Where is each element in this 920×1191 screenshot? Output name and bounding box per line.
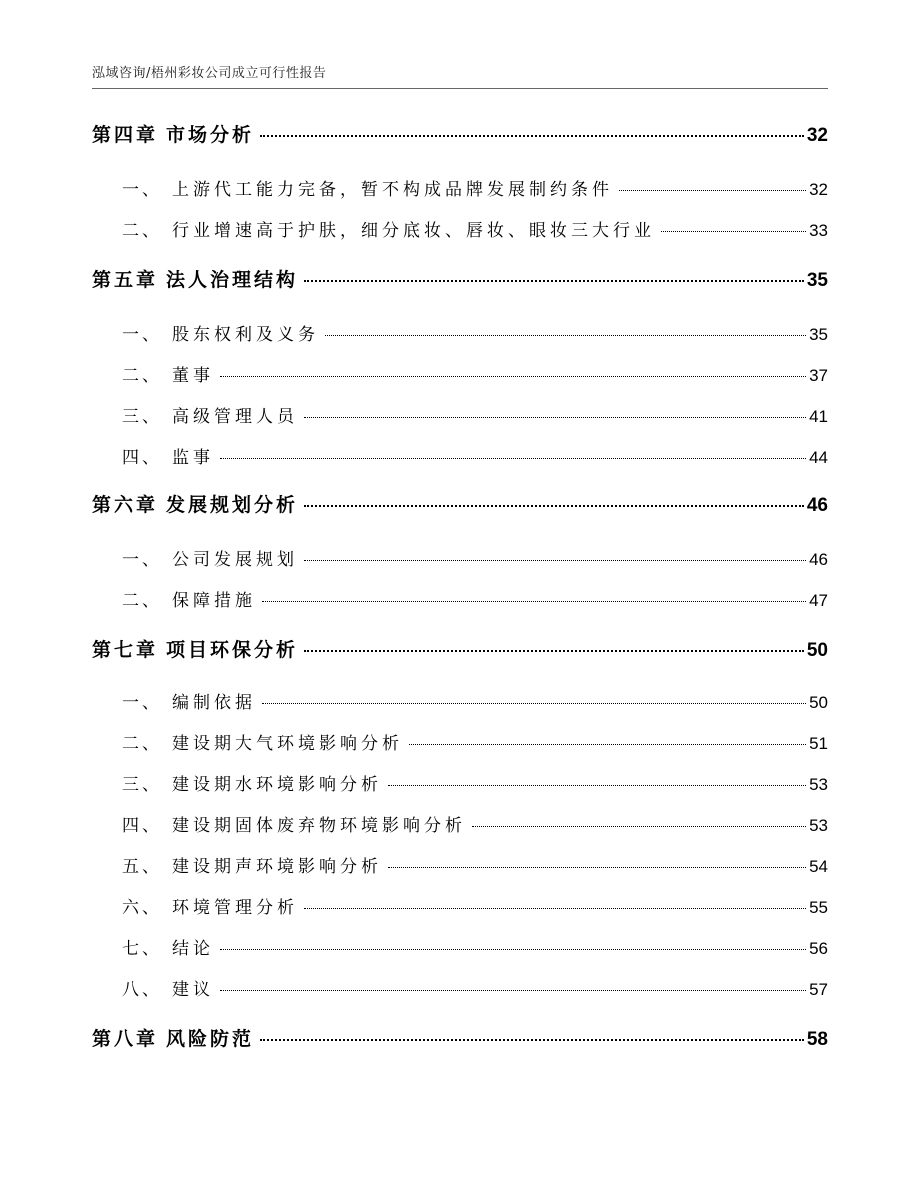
toc-section[interactable] [92, 811, 828, 835]
toc-section[interactable] [92, 934, 828, 958]
toc-page-number: 54 [809, 857, 828, 876]
dot-leader [220, 458, 806, 459]
toc-chapter-title: 市场分析 [166, 124, 255, 146]
dot-leader [472, 826, 806, 827]
dot-leader [304, 908, 806, 909]
toc-section[interactable] [92, 175, 828, 199]
toc-page-number: 46 [806, 495, 828, 516]
toc-chapter[interactable] [92, 635, 828, 663]
toc-section[interactable] [92, 545, 828, 569]
toc-section[interactable] [92, 688, 828, 712]
toc-section[interactable] [92, 586, 828, 610]
toc-page-number: 51 [809, 734, 828, 753]
toc-section-number: 一、 [122, 550, 162, 570]
dot-leader [262, 703, 806, 704]
toc-section-title: 编制依据 [172, 693, 256, 713]
toc-section-title: 建议 [172, 980, 214, 1000]
toc-section-number: 八、 [122, 980, 162, 1000]
toc-chapter[interactable] [92, 490, 828, 518]
toc-section-title: 高级管理人员 [172, 407, 298, 427]
toc-section[interactable] [92, 975, 828, 999]
dot-leader [388, 785, 806, 786]
toc-chapter-number: 第四章 [92, 124, 159, 146]
toc-page-number: 35 [809, 325, 828, 344]
toc-section-number: 五、 [122, 857, 162, 877]
toc-section[interactable] [92, 852, 828, 876]
toc-section-title: 结论 [172, 939, 214, 959]
dot-leader [304, 505, 804, 507]
dot-leader [388, 867, 806, 868]
toc-section-number: 四、 [122, 816, 162, 836]
toc-section-number: 二、 [122, 591, 162, 611]
dot-leader [260, 1039, 804, 1041]
toc-chapter[interactable] [92, 1024, 828, 1052]
toc-section-title: 建设期水环境影响分析 [172, 775, 382, 795]
toc-chapter[interactable] [92, 120, 828, 148]
table-of-contents [92, 0, 828, 1191]
dot-leader [262, 601, 806, 602]
toc-page-number: 50 [806, 640, 828, 661]
toc-section-title: 董事 [172, 366, 214, 386]
toc-page-number: 53 [809, 816, 828, 835]
toc-section-number: 四、 [122, 448, 162, 468]
toc-section-title: 行业增速高于护肤，细分底妆、唇妆、眼妆三大行业 [172, 221, 655, 241]
toc-section[interactable] [92, 320, 828, 344]
toc-section-number: 一、 [122, 325, 162, 345]
dot-leader [304, 650, 804, 652]
toc-section-title: 建设期声环境影响分析 [172, 857, 382, 877]
toc-section-title: 公司发展规划 [172, 550, 298, 570]
toc-section[interactable] [92, 402, 828, 426]
toc-section-number: 二、 [122, 366, 162, 386]
dot-leader [304, 560, 806, 561]
dot-leader [409, 744, 806, 745]
dot-leader [304, 280, 804, 282]
toc-page-number: 35 [806, 270, 828, 291]
dot-leader [220, 949, 806, 950]
toc-section[interactable] [92, 729, 828, 753]
toc-section-title: 保障措施 [172, 591, 256, 611]
toc-chapter-number: 第七章 [92, 639, 159, 661]
toc-section-title: 建设期固体废弃物环境影响分析 [172, 816, 466, 836]
toc-section-number: 六、 [122, 898, 162, 918]
toc-section[interactable] [92, 770, 828, 794]
toc-page-number: 47 [809, 591, 828, 610]
toc-section-title: 监事 [172, 448, 214, 468]
toc-section[interactable] [92, 443, 828, 467]
dot-leader [260, 135, 804, 137]
toc-chapter-title: 项目环保分析 [166, 639, 299, 661]
page-header: 泓域咨询/梧州彩妆公司成立可行性报告 [92, 66, 327, 81]
toc-page-number: 55 [809, 898, 828, 917]
toc-section-title: 股东权利及义务 [172, 325, 319, 345]
toc-section-number: 二、 [122, 734, 162, 754]
toc-chapter-title: 发展规划分析 [166, 494, 299, 516]
toc-section-title: 环境管理分析 [172, 898, 298, 918]
dot-leader [304, 417, 806, 418]
toc-page-number: 44 [809, 448, 828, 467]
toc-page-number: 53 [809, 775, 828, 794]
toc-page-number: 33 [809, 221, 828, 240]
toc-page-number: 50 [809, 693, 828, 712]
toc-chapter-number: 第八章 [92, 1028, 159, 1050]
toc-page-number: 56 [809, 939, 828, 958]
toc-section[interactable] [92, 893, 828, 917]
toc-section[interactable] [92, 216, 828, 240]
toc-section-number: 三、 [122, 407, 162, 427]
toc-page-number: 46 [809, 550, 828, 569]
toc-section-number: 三、 [122, 775, 162, 795]
toc-page-number: 41 [809, 407, 828, 426]
dot-leader [220, 376, 806, 377]
toc-section-number: 二、 [122, 221, 162, 241]
toc-page-number: 32 [806, 125, 828, 146]
toc-section-title: 上游代工能力完备，暂不构成品牌发展制约条件 [172, 180, 613, 200]
toc-page-number: 58 [806, 1029, 828, 1050]
toc-section[interactable] [92, 361, 828, 385]
dot-leader [619, 190, 806, 191]
toc-section-number: 一、 [122, 693, 162, 713]
dot-leader [220, 990, 806, 991]
toc-section-number: 七、 [122, 939, 162, 959]
dot-leader [325, 335, 806, 336]
toc-section-number: 一、 [122, 180, 162, 200]
toc-section-title: 建设期大气环境影响分析 [172, 734, 403, 754]
toc-page-number: 32 [809, 180, 828, 199]
toc-chapter-number: 第五章 [92, 269, 159, 291]
toc-page-number: 37 [809, 366, 828, 385]
toc-page-number: 57 [809, 980, 828, 999]
dot-leader [661, 231, 806, 232]
toc-chapter-number: 第六章 [92, 494, 159, 516]
toc-chapter[interactable] [92, 265, 828, 293]
toc-chapter-title: 风险防范 [166, 1028, 255, 1050]
toc-chapter-title: 法人治理结构 [166, 269, 299, 291]
